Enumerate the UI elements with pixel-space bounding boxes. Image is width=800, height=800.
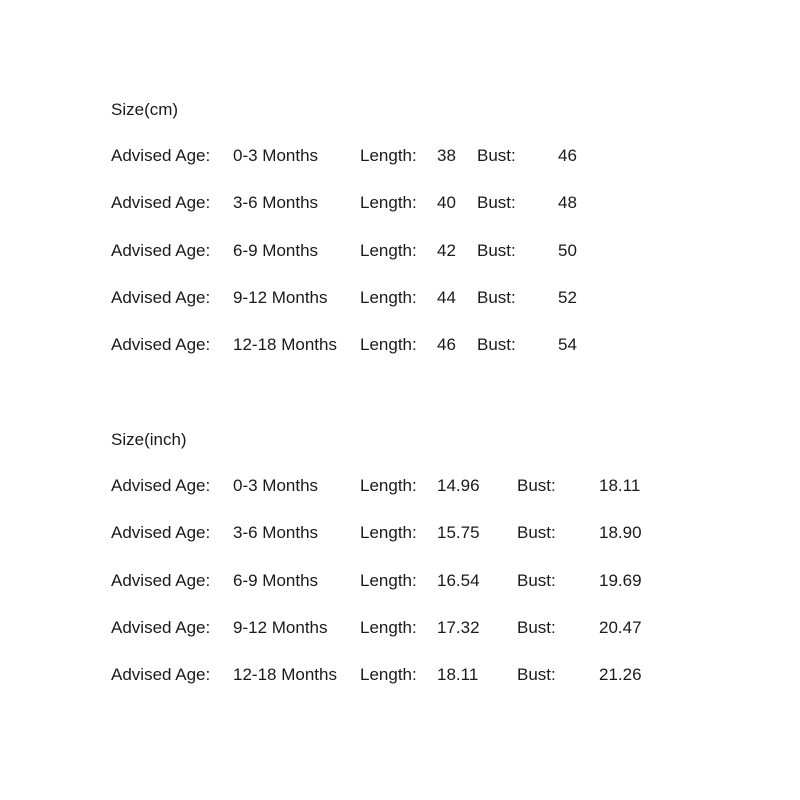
bust-label: Bust: [517, 571, 556, 590]
table-row [0, 335, 800, 355]
length-label: Length: [360, 476, 417, 495]
advised-age-value: 0-3 Months [233, 476, 319, 495]
table-row [0, 288, 800, 308]
length-value: 18.11 [437, 665, 479, 684]
advised-age-label: Advised Age: [111, 335, 211, 354]
advised-age-label: Advised Age: [111, 618, 211, 637]
bust-value: 52 [558, 288, 577, 307]
bust-value: 19.69 [599, 571, 642, 590]
advised-age-label: Advised Age: [111, 571, 211, 590]
bust-label: Bust: [517, 618, 556, 637]
length-value: 16.54 [437, 571, 480, 590]
bust-label: Bust: [517, 665, 556, 684]
length-label: Length: [360, 146, 417, 165]
advised-age-label: Advised Age: [111, 288, 211, 307]
advised-age-value: 6-9 Months [233, 241, 319, 260]
advised-age-label: Advised Age: [111, 476, 211, 495]
length-value: 42 [437, 241, 456, 260]
table-row [0, 665, 800, 685]
table-row [0, 571, 800, 591]
bust-value: 50 [558, 241, 577, 260]
table-row [0, 193, 800, 213]
length-value: 46 [437, 335, 456, 354]
bust-value: 18.90 [599, 523, 642, 542]
length-label: Length: [360, 665, 417, 684]
bust-label: Bust: [477, 335, 516, 354]
advised-age-value: 0-3 Months [233, 146, 319, 165]
length-value: 38 [437, 146, 456, 165]
table-row [0, 146, 800, 166]
length-label: Length: [360, 523, 417, 542]
length-value: 15.75 [437, 523, 480, 542]
bust-value: 46 [558, 146, 577, 165]
table-row [0, 523, 800, 543]
advised-age-label: Advised Age: [111, 523, 211, 542]
advised-age-label: Advised Age: [111, 193, 211, 212]
bust-label: Bust: [517, 476, 556, 495]
length-value: 40 [437, 193, 456, 212]
length-value: 14.96 [437, 476, 480, 495]
advised-age-label: Advised Age: [111, 146, 211, 165]
advised-age-label: Advised Age: [111, 665, 211, 684]
bust-value: 18.11 [599, 476, 641, 495]
bust-value: 48 [558, 193, 577, 212]
length-label: Length: [360, 288, 417, 307]
section-title-cm: Size(cm) [111, 100, 179, 119]
bust-label: Bust: [477, 193, 516, 212]
advised-age-value: 3-6 Months [233, 193, 319, 212]
advised-age-value: 6-9 Months [233, 571, 319, 590]
bust-label: Bust: [477, 146, 516, 165]
length-label: Length: [360, 241, 417, 260]
bust-label: Bust: [477, 241, 516, 260]
section-title-inch: Size(inch) [111, 430, 187, 449]
advised-age-value: 12-18 Months [233, 665, 337, 684]
bust-value: 20.47 [599, 618, 642, 637]
advised-age-value: 9-12 Months [233, 618, 328, 637]
advised-age-value: 12-18 Months [233, 335, 337, 354]
length-label: Length: [360, 618, 417, 637]
advised-age-value: 3-6 Months [233, 523, 319, 542]
table-row [0, 618, 800, 638]
length-label: Length: [360, 193, 417, 212]
bust-label: Bust: [517, 523, 556, 542]
table-row [0, 241, 800, 261]
bust-label: Bust: [477, 288, 516, 307]
bust-value: 54 [558, 335, 577, 354]
length-label: Length: [360, 335, 417, 354]
advised-age-label: Advised Age: [111, 241, 211, 260]
length-value: 17.32 [437, 618, 480, 637]
advised-age-value: 9-12 Months [233, 288, 328, 307]
table-row [0, 476, 800, 496]
length-label: Length: [360, 571, 417, 590]
bust-value: 21.26 [599, 665, 642, 684]
length-value: 44 [437, 288, 456, 307]
